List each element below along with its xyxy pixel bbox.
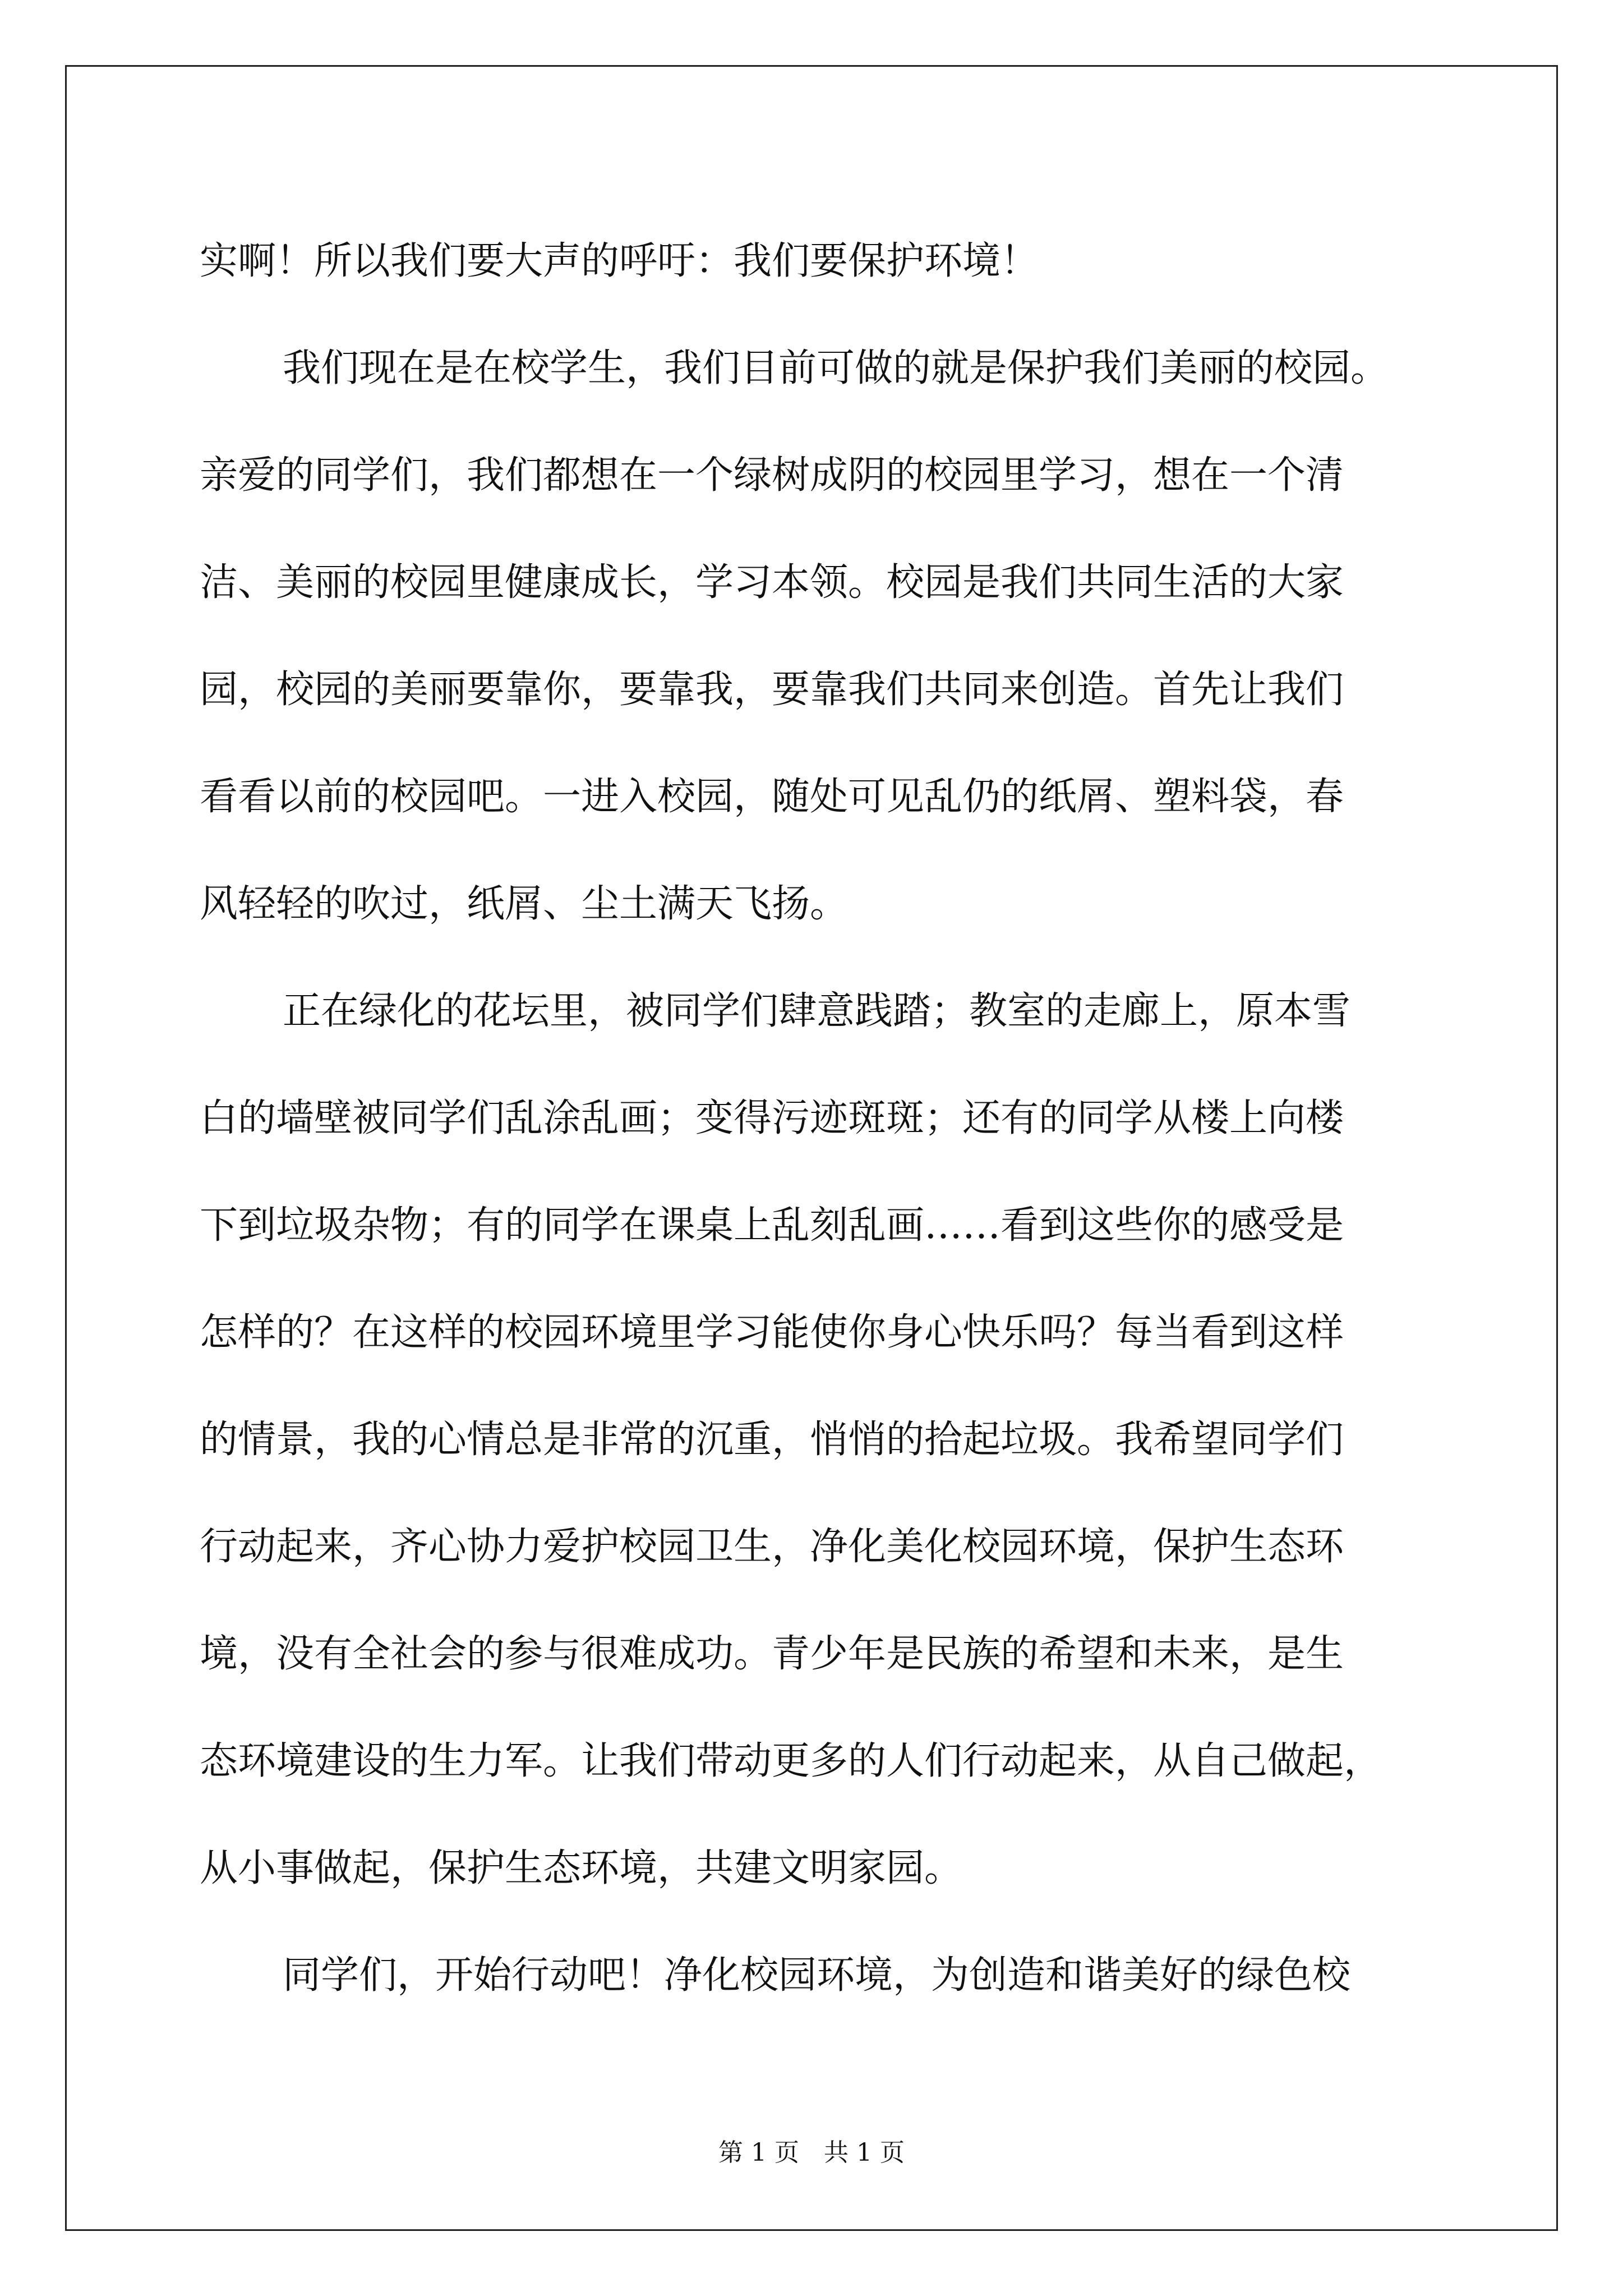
text-line-10: 下到垃圾杂物；有的同学在课桌上乱刻乱画……看到这些你的感受是: [200, 1203, 1344, 1248]
text-line-13: 行动起来，齐心协力爱护校园卫生，净化美化校园环境，保护生态环: [200, 1525, 1344, 1569]
text-line-3: 亲爱的同学们，我们都想在一个绿树成阴的校园里学习，想在一个清: [200, 453, 1344, 498]
text-line-8: 正在绿化的花坛里，被同学们肆意践踏；教室的走廊上，原本雪: [283, 989, 1351, 1033]
text-line-15: 态环境建设的生力军。让我们带动更多的人们行动起来，从自己做起，: [200, 1739, 1382, 1783]
page-number-footer: 第 1 页 共 1 页: [718, 2138, 905, 2167]
text-line-12: 的情景，我的心情总是非常的沉重，悄悄的拾起垃圾。我希望同学们: [200, 1418, 1344, 1462]
text-line-7: 风轻轻的吹过，纸屑、尘土满天飞扬。: [200, 882, 849, 926]
text-line-6: 看看以前的校园吧。一进入校园，随处可见乱仍的纸屑、塑料袋，春: [200, 775, 1344, 819]
text-line-16: 从小事做起，保护生态环境，共建文明家园。: [200, 1846, 963, 1890]
text-line-5: 园，校园的美丽要靠你，要靠我，要靠我们共同来创造。首先让我们: [200, 668, 1344, 712]
text-line-2: 我们现在是在校学生，我们目前可做的就是保护我们美丽的校园。: [283, 346, 1389, 390]
text-line-17: 同学们，开始行动吧！净化校园环境，为创造和谐美好的绿色校: [283, 1953, 1351, 1998]
text-line-9: 白的墙壁被同学们乱涂乱画；变得污迹斑斑；还有的同学从楼上向楼: [200, 1096, 1344, 1140]
text-line-14: 境，没有全社会的参与很难成功。青少年是民族的希望和未来，是生: [200, 1632, 1344, 1676]
document-body: [200, 208, 1433, 2029]
text-line-1: 实啊！所以我们要大声的呼吁：我们要保护环境！: [200, 239, 1039, 283]
text-line-11: 怎样的？在这样的校园环境里学习能使你身心快乐吗？每当看到这样: [200, 1310, 1344, 1355]
text-line-4: 洁、美丽的校园里健康成长，学习本领。校园是我们共同生活的大家: [200, 560, 1344, 605]
